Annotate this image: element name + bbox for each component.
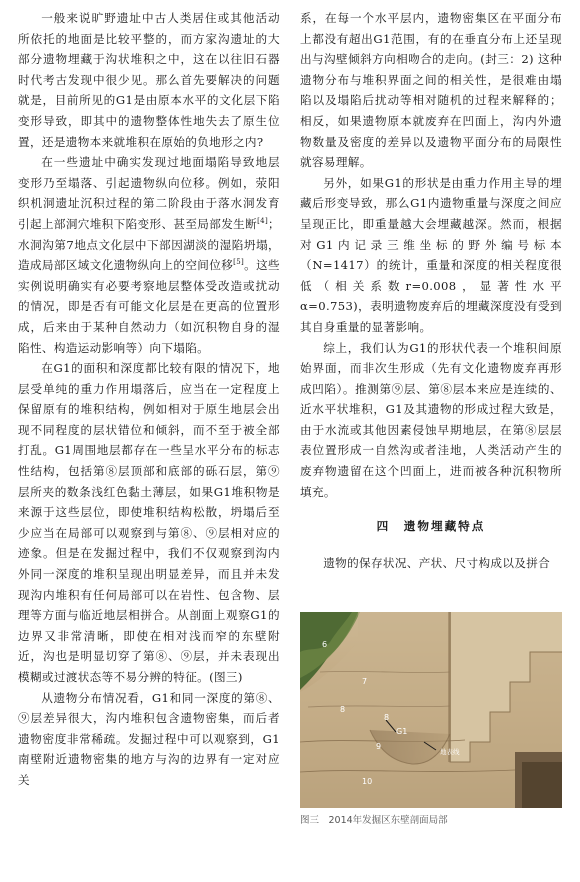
layer-label-6: 6	[322, 640, 328, 649]
right-paragraph-1: 系，在每一个水平层内，遗物密集区在平面分布上都没有超出G1范围，有的在垂直分布上还呈现出与沟壁倾斜方向相吻合的走向。(封三：2) 这种遗物分布与堆积界面之间的相关性，是很难由塌陷以及塌陷后扰动等相对随机的过程来解释的；相反，如果遗物原本就废弃在凹面上，沟内外遗物数量及密度的差异以及遗物平面分布的局限性就容易理解。	[300, 11, 562, 170]
right-paragraph-4: 遗物的保存状况、产状、尺寸构成以及拼合	[323, 555, 551, 570]
g1-label: G1	[396, 727, 408, 736]
left-paragraph-1: 一般来说旷野遗址中古人类居住或其他活动所依托的地面是比较平整的，而方家沟遗址的大部分遗物埋藏于沟状堆积之中，这在以往旧石器时代考古发现中很少见。那么首先要解决的问题就是，目前所见的G1是由原本水平的文化层下陷变形导致，即其中的遗物整体性地失去了原生位置，还是遗物本来就堆积在原始的负地形之内?	[18, 11, 280, 149]
section-heading: 四 遗物埋藏特点	[376, 519, 486, 534]
left-paragraph-3: 在G1的面积和深度都比较有限的情况下，地层受单纯的重力作用塌落后，应当在一定程度上保留原有的堆积结构，例如相对于原生地层会出现不同程度的层状错位和倾斜，而不至于被全部打乱。G1周围地层都存在一些呈水平分布的标志性结构，包括第⑧层顶部和底部的砾石层，第⑨层所夹的数条浅红色黏土薄层，如果G1堆积物是来源于这些层位，即使堆积结构松散，坍塌后至少应当在局部可以观察到与第⑧、⑨层相对应的迹象。但是在发掘过程中，我们不仅观察到沟内外同一深度的堆积呈现出明显差异，而且并未发现沟内堆积有任何局部可以在岩性、包含物、层理等方面与临近地层相拼合。从剖面上观察G1的边界又非常清晰，即使在相对浅而窄的东壁附近，沟也是明显切穿了第⑧、⑨层，并未表现出模糊或过渡状态等不易分辨的特征。(图三)	[18, 361, 280, 684]
right-column	[300, 8, 562, 573]
left-paragraph-2: 在一些遗址中确实发现过地面塌陷导致地层变形乃至塌落、引起遗物纵向位移。例如，荥阳织机洞遗址沉积过程的第二阶段由于落水洞发育引起上部洞穴堆积下陷变形、甚至局部发生断[4]；水洞沟第7地点文化层中下部因湖淡的湿陷坍塌，造成局部区域文化遗物纵向上的空间位移[5]。这些实例说明确实有必要考察地层整体受改造或扰动的情况，即是否有可能文化层是在更高的位置形成，后来由于某种自然动力（如沉积物自身的湿陷性、构造运动影响等）向下塌陷。	[18, 155, 280, 355]
figure-caption: 图三 2014年发掘区东壁剖面局部	[300, 815, 448, 826]
right-paragraph-3: 综上，我们认为G1的形状代表一个堆积间原始界面，而非次生形成（先有文化遗物废弃再形成凹陷）。推测第⑨层、第⑧层本来应是连续的、近水平状堆积，G1及其遗物的形成过程大致是，由于水流或其他因素侵蚀早期地层，在第⑧层层表位置形成一自然沟或者洼地，人类活动产生的废弃物遗留在这个凹面上，进而被各种沉积物所填充。	[300, 340, 562, 499]
right-paragraph-2: 另外，如果G1的形状是由重力作用主导的埋藏后形变导致，那么G1内遗物重量与深度之间应呈现正比，即重量越大会埋藏越深。然而，根据对G1内记录三维坐标的野外编号标本（N=1417）的统计，重量和深度的相关程度很低（相关系数r=0.008，显著性水平α=0.753)，表明遗物废弃后的埋藏深度没有受到其自身重量的显著影响。	[300, 175, 562, 334]
layer-label-8b: 8	[384, 713, 390, 722]
layer-label-7: 7	[362, 677, 368, 686]
layer-label-9: 9	[376, 742, 382, 751]
excavation-photo	[300, 612, 562, 808]
layer-label-10: 10	[362, 777, 373, 786]
reference-5[interactable]: [5]	[233, 258, 245, 267]
reference-4[interactable]: [4]	[257, 217, 269, 226]
excavation-section-illustration	[300, 612, 562, 808]
left-column	[18, 8, 280, 791]
left-paragraph-4: 从遗物分布情况看，G1和同一深度的第⑧、⑨层差异很大，沟内堆积包含遗物密集，而后者遗物密度非常稀疏。发掘过程中可以观察到，G1南壁附近遗物密集的地方与沟的边界有一定对应关	[18, 690, 280, 787]
boundary-label: 地表线	[440, 748, 460, 756]
layer-label-8a: 8	[340, 705, 346, 714]
